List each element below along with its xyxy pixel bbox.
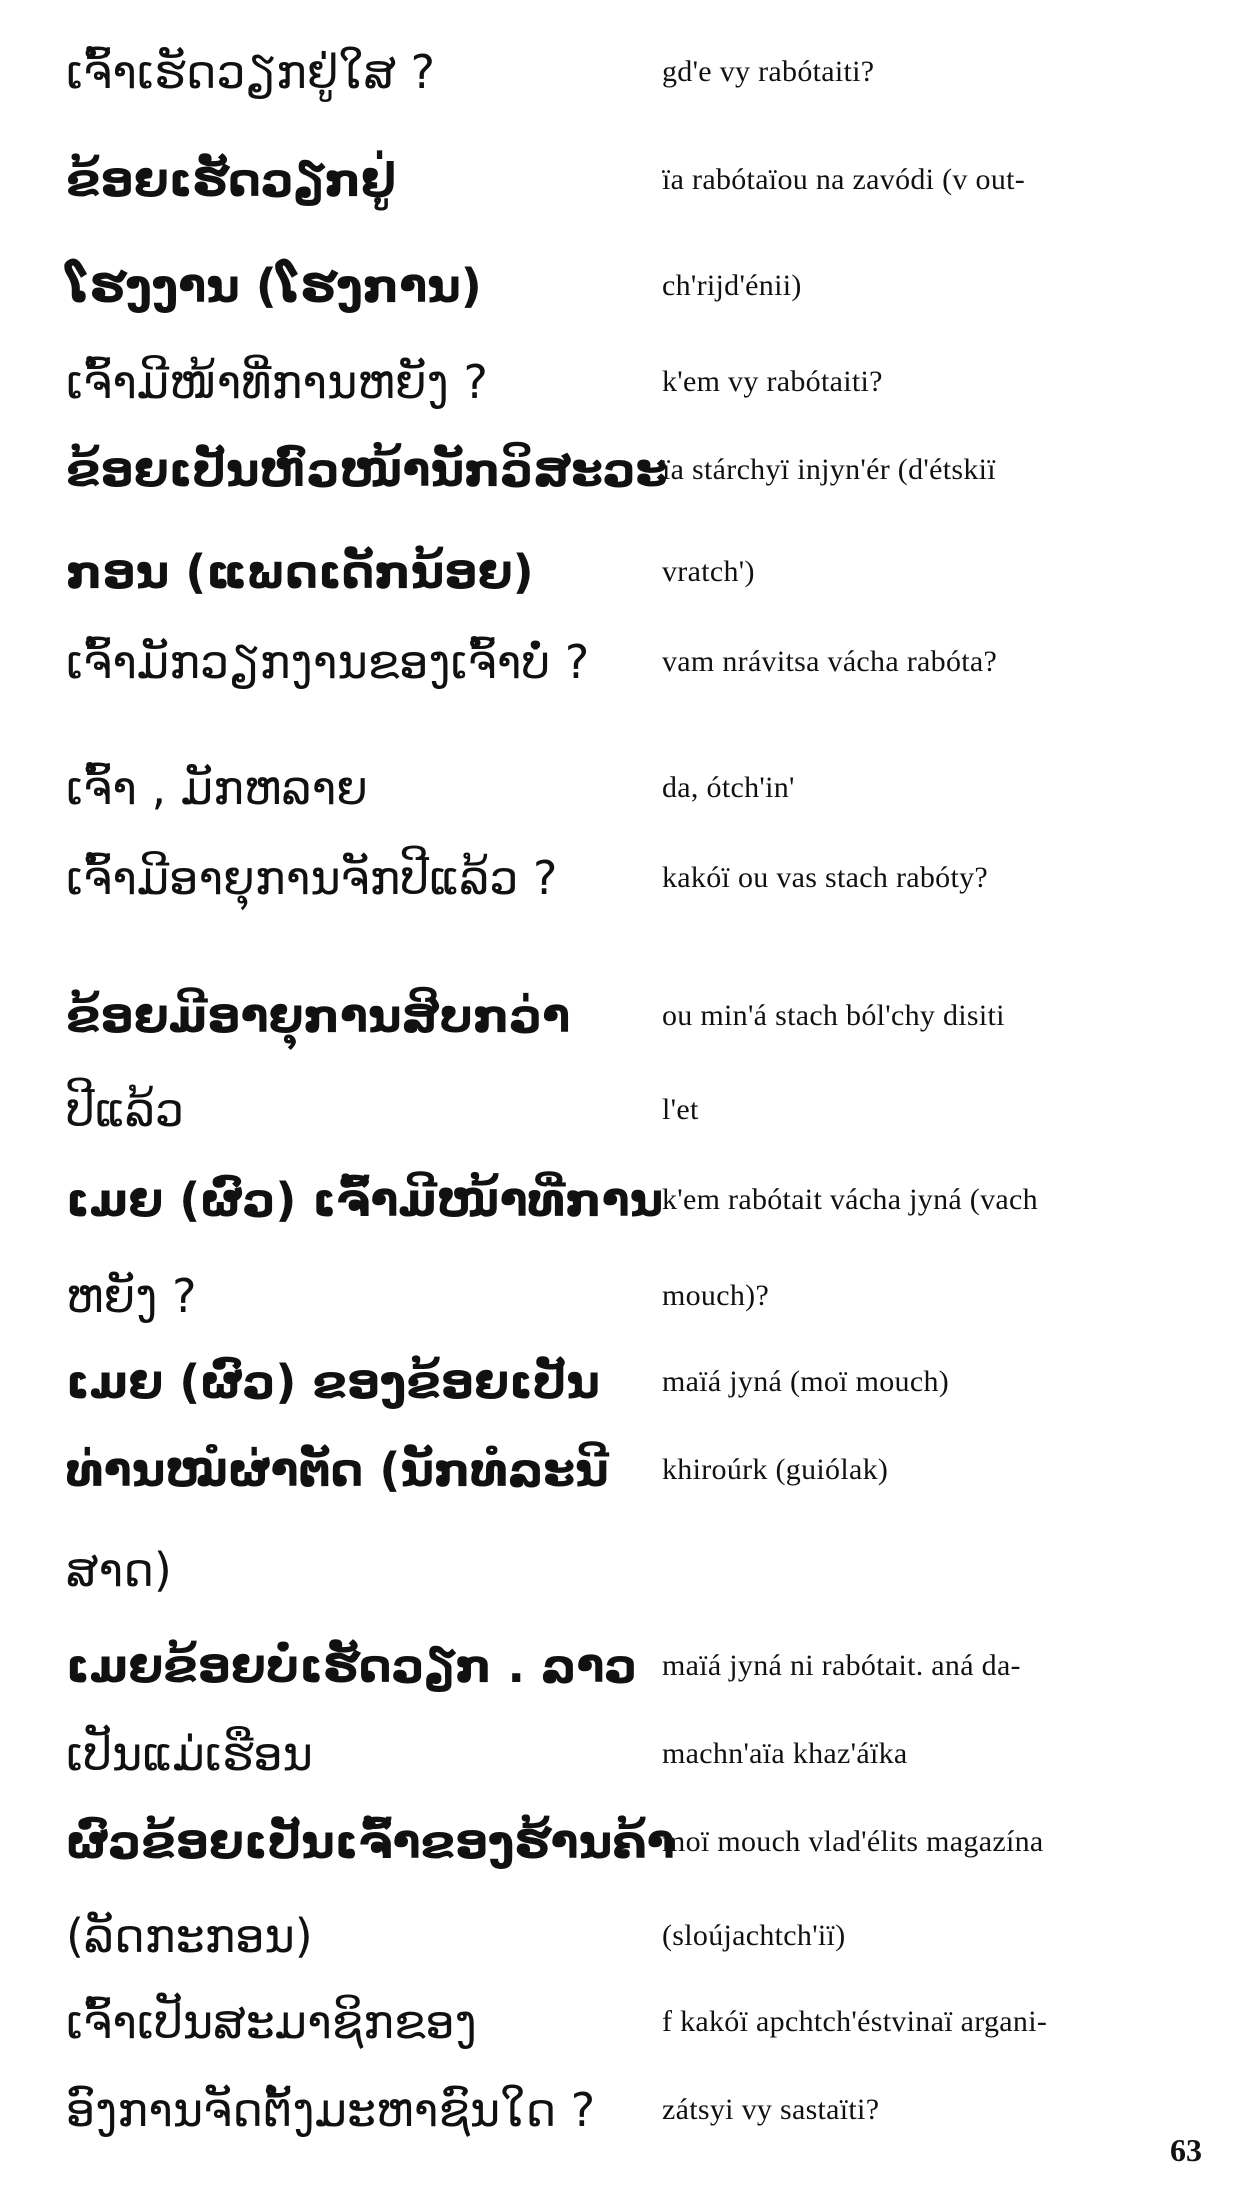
lao-phrase: ເມຍ (ຜົວ) ຂອງຂ້ອຍເປັນ [66, 1355, 600, 1409]
lao-phrase: ໂຮງງານ (ໂຮງການ) [66, 259, 482, 313]
phrase-row [0, 140, 1260, 220]
phrase-row [0, 1256, 1260, 1336]
transliteration: maïá jyná (moï mouch) [662, 1365, 950, 1398]
lao-phrase: ຂ້ອຍເຮັດວຽກຢູ່ [66, 153, 396, 207]
lao-phrase: ເຈົ້າມັກວຽກງານຂອງເຈົ້າບໍ່ ? [66, 635, 590, 689]
phrase-row [0, 2070, 1260, 2150]
phrase-row [0, 1896, 1260, 1976]
lao-phrase: ສາດ) [66, 1543, 172, 1597]
phrase-row [0, 246, 1260, 326]
transliteration: zátsyi vy sastaïti? [662, 2093, 880, 2126]
phrase-row [0, 622, 1260, 702]
lao-phrase: ປີແລ້ວ [66, 1083, 184, 1137]
transliteration: ïa stárchyï injyn'ér (d'étskiï [662, 453, 996, 486]
phrase-row [0, 838, 1260, 918]
lao-phrase: ອົງການຈັດຕັ້ງມະຫາຊົນໃດ ? [66, 2083, 596, 2137]
transliteration: kakóï ou vas stach rabóty? [662, 861, 989, 894]
lao-phrase: ເຈົ້າເປັນສະມາຊິກຂອງ [66, 1995, 477, 2049]
transliteration: mouch)? [662, 1279, 770, 1312]
phrase-row [0, 1982, 1260, 2062]
transliteration: ch'rijd'énii) [662, 269, 802, 302]
transliteration: k'em vy rabótaiti? [662, 365, 883, 398]
phrase-row [0, 976, 1260, 1056]
phrase-row [0, 1802, 1260, 1882]
lao-phrase: ເມຍຂ້ອຍບໍ່ເຮັດວຽກ . ລາວ [66, 1639, 638, 1693]
transliteration: maïá jyná ni rabótait. aná da- [662, 1649, 1021, 1682]
transliteration: vam nrávitsa vácha rabóta? [662, 645, 998, 678]
phrase-row [0, 1160, 1260, 1240]
lao-phrase: ຂ້ອຍມີອາຍຸການສິບກວ່າ [66, 989, 571, 1043]
lao-phrase: ເຈົ້າມີໜ້າທີ່ການຫຍັງ ? [66, 355, 488, 409]
transliteration: (sloújachtch'iï) [662, 1919, 846, 1952]
page-number: 63 [1170, 2132, 1202, 2168]
phrase-row [0, 32, 1260, 112]
lao-phrase: ເຈົ້າ , ມັກຫລາຍ [66, 761, 368, 815]
phrase-row [0, 1626, 1260, 1706]
transliteration: f kakóï apchtch'éstvinaï argani- [662, 2005, 1048, 2038]
lao-phrase: ເມຍ (ຜົວ) ເຈົ້າມີໜ້າທີ່ການ [66, 1173, 664, 1227]
lao-phrase: (ລັດກະກອນ) [66, 1909, 313, 1963]
phrase-row [0, 748, 1260, 828]
phrase-row [0, 1530, 1260, 1610]
lao-phrase: ກອນ (ແພດເດັກນ້ອຍ) [66, 545, 534, 599]
phrase-row [0, 1342, 1260, 1422]
transliteration: ou min'á stach ból'chy disiti [662, 999, 1005, 1032]
lao-phrase: ຫຍັງ ? [66, 1269, 197, 1323]
transliteration: vratch') [662, 555, 755, 588]
transliteration: moï mouch vlad'élits magazína [662, 1825, 1044, 1858]
lao-phrase: ຜົວຂ້ອຍເປັນເຈົ້າຂອງຮ້ານຄ້າ [66, 1815, 675, 1869]
phrase-row [0, 1070, 1260, 1150]
lao-phrase: ເຈົ້າເຮັດວຽກຢູ່ໃສ ? [66, 45, 436, 99]
phrase-row [0, 430, 1260, 510]
phrase-row [0, 342, 1260, 422]
transliteration: da, ótch'in' [662, 771, 795, 804]
transliteration: l'et [662, 1093, 699, 1126]
transliteration: khiroúrk (guiólak) [662, 1453, 889, 1486]
phrase-row [0, 1430, 1260, 1510]
lao-phrase: ຂ້ອຍເປັນຫົວໜ້ານັກວິສະວະ [66, 443, 668, 497]
transliteration: ïa rabótaïou na zavódi (v out- [662, 163, 1026, 196]
lao-phrase: ທ່ານໝໍຜ່າຕັດ (ນັກທໍລະນີ [66, 1443, 609, 1497]
transliteration: machn'aïa khaz'áïka [662, 1737, 908, 1770]
lao-phrase: ເຈົ້າມີອາຍຸການຈັກປີແລ້ວ ? [66, 851, 558, 905]
transliteration: gd'e vy rabótaiti? [662, 55, 875, 88]
phrase-row [0, 1714, 1260, 1794]
phrase-row [0, 532, 1260, 612]
lao-phrase: ເປັນແມ່ເຮືອນ [66, 1727, 313, 1781]
transliteration: k'em rabótait vácha jyná (vach [662, 1183, 1038, 1216]
